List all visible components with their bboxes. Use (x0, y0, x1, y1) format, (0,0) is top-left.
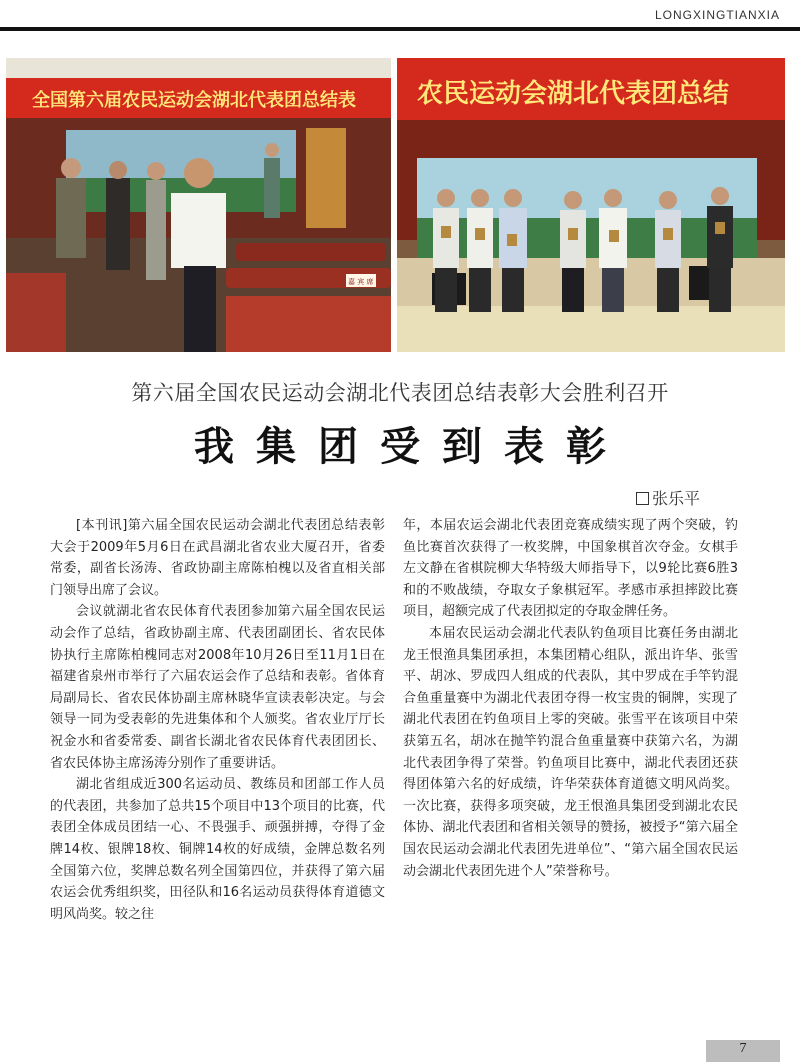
header-rule (0, 27, 800, 31)
article-column-right (403, 515, 738, 882)
paragraph-continuation: 年，本届农运会湖北代表团竞赛成绩实现了两个突破，钓鱼比赛首次获得了一枚奖牌，中国象棋首次夺金。女棋手左文静在省棋院柳大华特级大师指导下，以9轮比赛6胜3和的不败战绩，夺取女子象棋冠军。孝感市承担摔跤比赛项目，超额完成了代表团拟定的夺取金牌任务。 (403, 518, 738, 620)
article-title: 我集团受到表彰 (194, 424, 628, 470)
author-name: 张乐平 (651, 489, 700, 508)
article-subtitle: 第六届全国农民运动会湖北代表团总结表彰大会胜利召开 (131, 381, 669, 405)
paragraph: 会议就湖北省农民体育代表团参加第六届全国农民运动会作了总结，省政协副主席、代表团副团长、省农民体协执行主席陈柏槐同志对2008年10月26日至11月1日在福建省泉州市举行了六届农运会作了总结和表彰。省体育局副局长、省农民体协副主席林晓华宣读表彰决定。与会领导一同为受表彰的先进集体和个人颁奖。省农业厅厅长祝金水和省委常委、副省长湖北省农民体育代表团团长、省农民体协主席汤涛分别作了重要讲话。 (50, 604, 385, 771)
byline (636, 486, 700, 509)
paragraph: [本刊讯]第六届全国农民运动会湖北代表团总结表彰大会于2009年5月6日在武昌湖北省农业大厦召开，省委常委，副省长汤涛、省政协副主席陈柏槐以及省直相关部门领导出席了会议。 (50, 518, 385, 598)
photo-meeting-hall (6, 58, 391, 352)
paragraph: 本届农民运动会湖北代表队钓鱼项目比赛任务由湖北龙王恨渔具集团承担，本集团精心组队，派出许华、张雪平、胡冰、罗成四人组成的代表队，其中罗成在手竿钓混合鱼重量赛中为湖北代表团夺得一枚宝贵的铜牌，实现了湖北代表团在钓鱼项目上零的突破。张雪平在该项目中荣获第五名，胡冰在抛竿钓混合鱼重量赛中获第六名，为湖北代表团争得了荣誉。钓鱼项目比赛中，湖北代表团还获得团体第六名的好成绩，许华荣获体育道德文明风尚奖。一次比赛，获得多项突破，龙王恨渔具集团受到湖北农民体协、湖北代表团和省相关领导的赞扬，被授予“第六届全国农民运动会湖北代表团先进单位”、“第六届全国农民运动会湖北代表团先进个人”荣誉称号。 (403, 625, 738, 879)
photo-award-ceremony (397, 58, 785, 352)
article-column-left (50, 515, 385, 925)
byline-box-icon (636, 492, 649, 505)
paragraph: 湖北省组成近300名运动员、教练员和团部工作人员的代表团，共参加了总共15个项目中13个项目的比赛，代表团全体成员团结一心、不畏强手、顽强拼搏，夺得了金牌14枚、银牌18枚、铜牌14枚的好成绩，金牌总数名列全国第六位，奖牌总数名列全国第四位，并获得了第六届农运会优秀组织奖，田径队和16名运动员获得体育道德文明风尚奖。较之往 (50, 777, 385, 922)
left-banner-text: 全国第六届农民运动会湖北代表团总结表 (32, 90, 356, 111)
left-seat-sign: 嘉 宾 席 (348, 278, 374, 286)
magazine-header: LONGXINGTIANXIA (654, 8, 780, 22)
right-banner-text: 农民运动会湖北代表团总结 (417, 79, 730, 109)
page-number: 7 (706, 1040, 780, 1062)
